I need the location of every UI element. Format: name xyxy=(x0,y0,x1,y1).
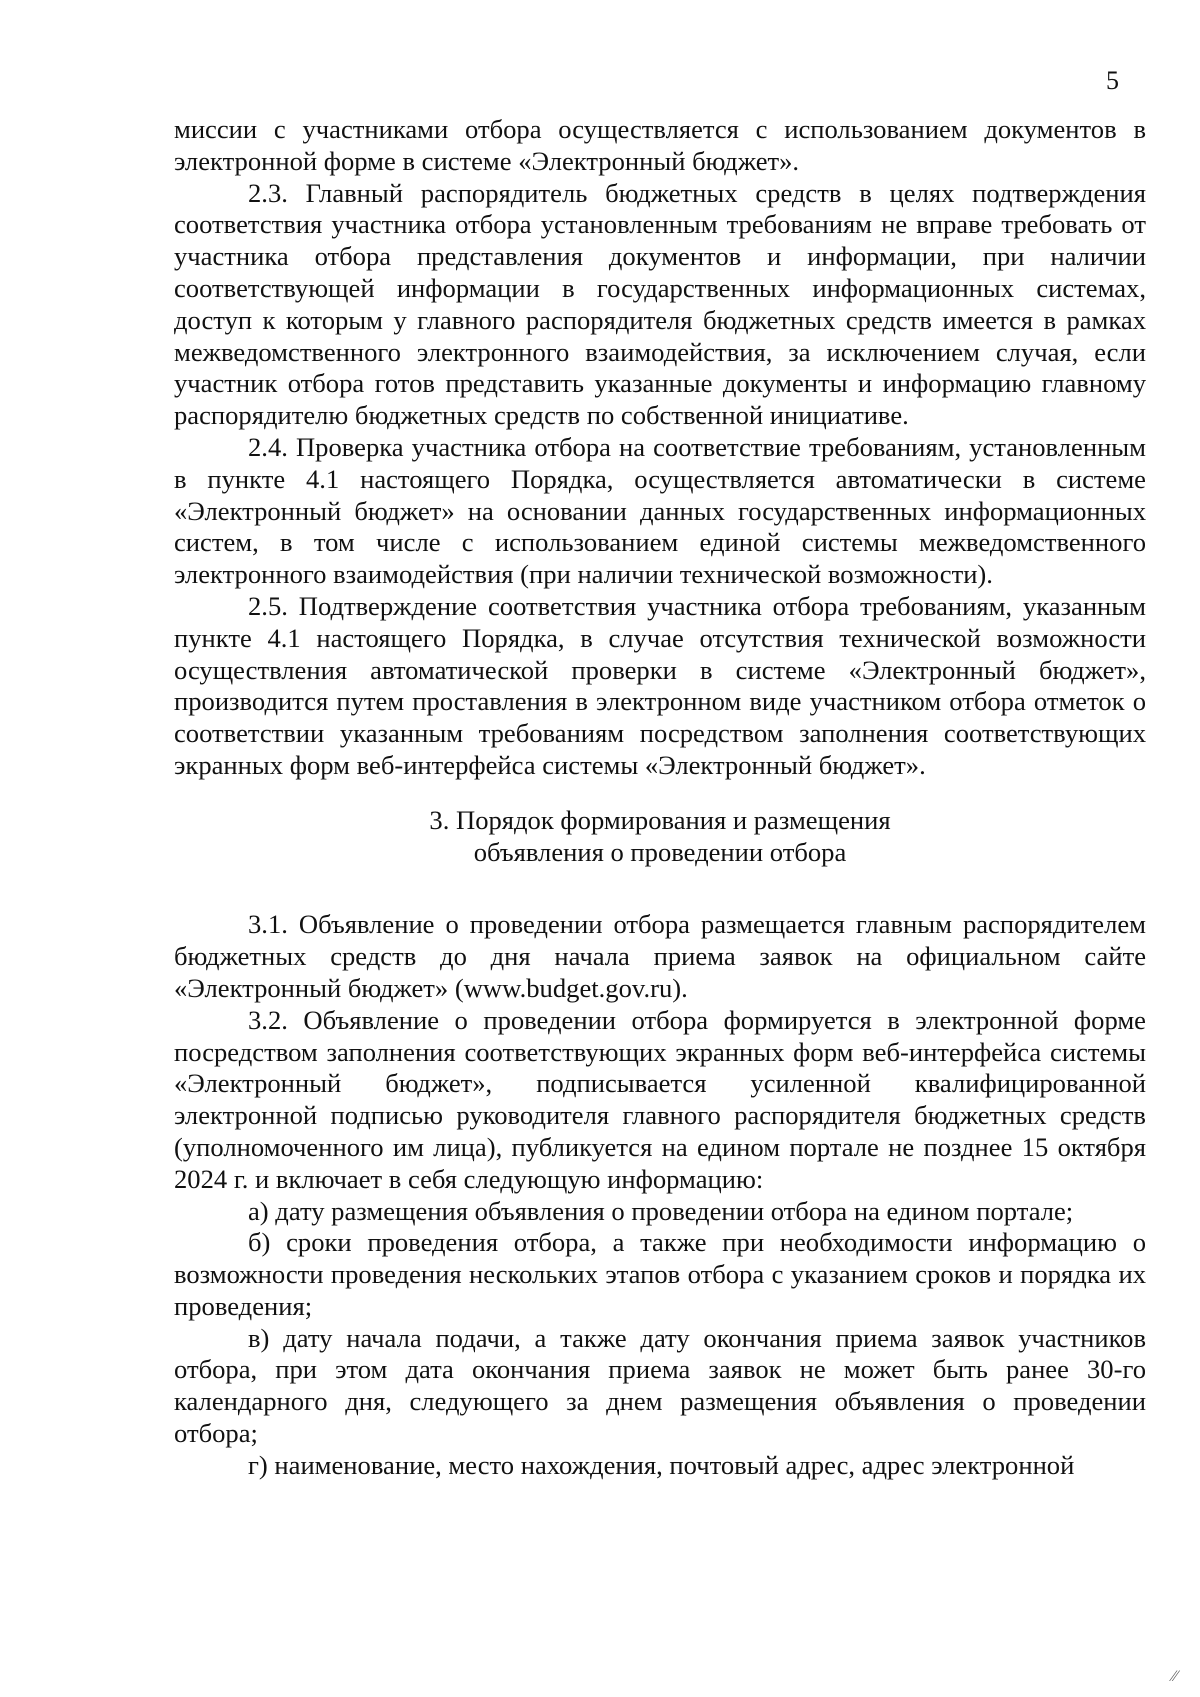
section-heading-line1: 3. Порядок формирования и размещения xyxy=(429,804,891,835)
paragraph-continuation: миссии с участниками отбора осуществляется с использованием документов в электронной форме в системе «Электронный бюджет». xyxy=(174,114,1146,176)
list-item-g: г) наименование, место нахождения, почтовый адрес, адрес электронной xyxy=(248,1449,1075,1480)
section-heading-line2: объявления о проведении отбора xyxy=(473,836,847,867)
page-number: 5 xyxy=(1106,66,1119,95)
section-heading xyxy=(174,805,1146,869)
list-item-a: а) дату размещения объявления о проведении отбора на едином портале; xyxy=(248,1195,1074,1226)
corner-scan-mark: ⁄⁄ xyxy=(1172,1668,1178,1685)
paragraph-3-2: 3.2. Объявление о проведении отбора формируется в электронной форме посредством заполнения соответствующих экранных форм веб-интерфейса системы «Электронный бюджет», подписывается усиленной квалифицированной электронной подписью руководителя главного распорядителя бюджетных средств (уполномоченного им лица), публикуется на едином портале не позднее 15 октября 2024 г. и включает в себя следующую информацию: xyxy=(174,1004,1146,1194)
list-item-b: б) сроки проведения отбора, а также при необходимости информацию о возможности проведения нескольких этапов отбора с указанием сроков и порядка их проведения; xyxy=(174,1227,1146,1321)
document-body xyxy=(174,114,1146,1482)
paragraph-3-1: 3.1. Объявление о проведении отбора размещается главным распорядителем бюджетных средств до дня начала приема заявок на официальном сайте «Электронный бюджет» (www.budget.gov.ru). xyxy=(174,909,1146,1003)
paragraph-2-5: 2.5. Подтверждение соответствия участника отбора требованиям, указанным пункте 4.1 настоящего Порядка, в случае отсутствия технической возможности осуществления автоматической проверки в системе «Электронный бюджет», производится путем проставления в электронном виде участником отбора отметок о соответствии указанным требованиям посредством заполнения соответствующих экранных форм веб-интерфейса системы «Электронный бюджет». xyxy=(174,590,1146,780)
list-item-v: в) дату начала подачи, а также дату окончания приема заявок участников отбора, при этом дата окончания приема заявок не может быть ранее 30-го календарного дня, следующего за днем размещения объявления о проведении отбора; xyxy=(174,1322,1146,1449)
paragraph-2-4: 2.4. Проверка участника отбора на соответствие требованиям, установленным в пункте 4.1 настоящего Порядка, осуществляется автоматически в системе «Электронный бюджет» на основании данных государственных информационных систем, в том числе с использованием единой системы межведомственного электронного взаимодействия (при наличии технической возможности). xyxy=(174,431,1146,590)
paragraph-2-3: 2.3. Главный распорядитель бюджетных средств в целях подтверждения соответствия участника отбора установленным требованиям не вправе требовать от участника отбора представления документов и информации, при наличии соответствующей информации в государственных информационных системах, доступ к которым у главного распорядителя бюджетных средств имеется в рамках межведомственного электронного взаимодействия, за исключением случая, если участник отбора готов представить указанные документы и информацию главному распорядителю бюджетных средств по собственной инициативе. xyxy=(174,177,1146,431)
